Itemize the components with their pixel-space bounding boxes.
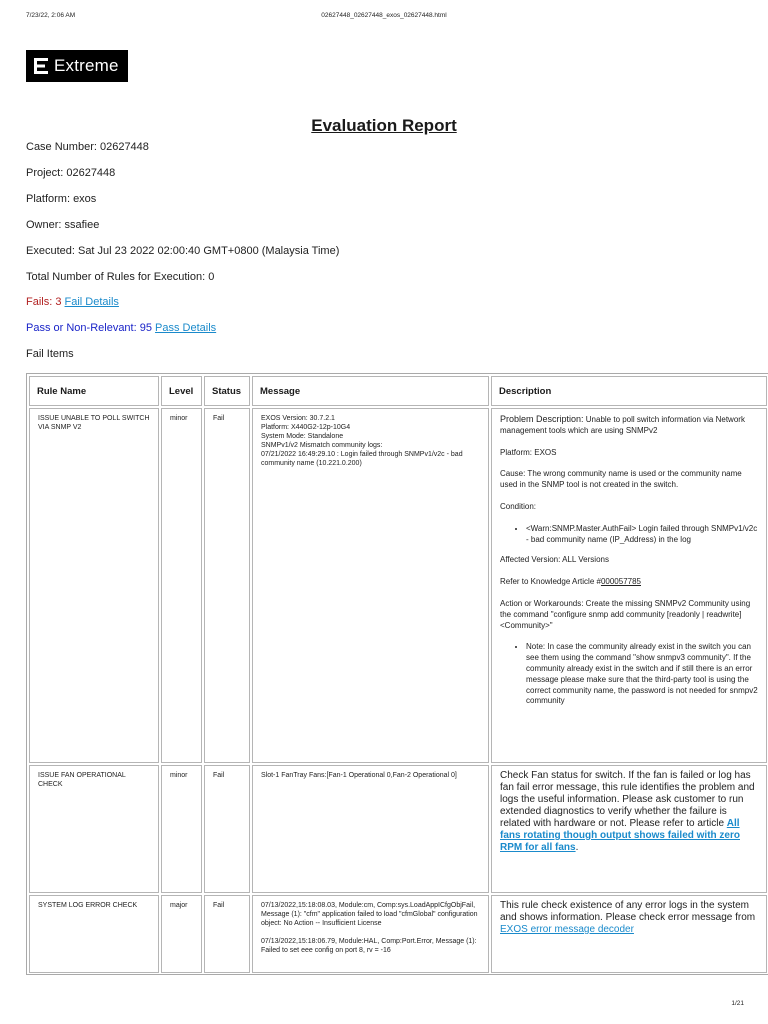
header-level: Level xyxy=(161,376,202,406)
message-line: 07/21/2022 16:49:29.10 : Login failed through SNMPv1/v2c - bad community name (10.221.0.200) xyxy=(261,451,463,468)
syslog-description-text: This rule check existence of any error logs in the system and shows information. Please check error message from xyxy=(500,900,756,923)
exos-error-decoder-link[interactable]: EXOS error message decoder xyxy=(500,924,634,935)
message-cell xyxy=(252,408,489,763)
fails-count: Fails: 3 xyxy=(26,296,62,308)
message-line: System Mode: Standalone xyxy=(261,433,344,441)
project: Project: 02627448 xyxy=(26,167,116,179)
pass-count: Pass or Non-Relevant: 95 xyxy=(26,322,152,334)
problem-text: Unable to poll switch information via Network management tools which are using SNMPv2 xyxy=(500,415,745,435)
desc-platform: Platform: EXOS xyxy=(500,447,557,457)
header-status: Status xyxy=(204,376,250,406)
case-number: Case Number: 02627448 xyxy=(26,141,149,153)
table-row xyxy=(29,765,767,893)
problem-label: Problem Description: xyxy=(500,414,584,424)
message-cell xyxy=(252,895,489,973)
rule-name-cell: SYSTEM LOG ERROR CHECK xyxy=(29,895,159,973)
status-cell: Fail xyxy=(204,895,250,973)
logo-text: Extreme xyxy=(54,56,119,75)
fan-description-suffix: . xyxy=(575,842,579,853)
desc-condition: Condition: xyxy=(500,501,537,511)
pass-summary xyxy=(26,322,216,334)
print-date: 7/23/22, 2:06 AM xyxy=(26,12,76,19)
level-cell: minor xyxy=(161,408,202,763)
status-cell: Fail xyxy=(204,765,250,893)
description-cell xyxy=(491,408,767,763)
print-document-title: 02627448_02627448_exos_02627448.html xyxy=(321,12,447,19)
status-cell: Fail xyxy=(204,408,250,763)
table-row xyxy=(29,408,767,763)
header-rule-name: Rule Name xyxy=(29,376,159,406)
message-line: Slot-1 FanTray Fans:[Fan-1 Operational 0,Fan-2 Operational 0] xyxy=(261,772,457,779)
message-line: 07/13/2022,15:18:06.79, Module:HAL, Comp:Port.Error, Message (1): Failed to set eee config on port 8, rv = -16 xyxy=(261,938,477,955)
header-description: Description xyxy=(491,376,767,406)
fails-summary xyxy=(26,296,119,308)
level-cell: minor xyxy=(161,765,202,893)
message-line: Platform: X440G2-12p-10G4 xyxy=(261,424,351,432)
fail-details-link[interactable]: Fail Details xyxy=(64,296,119,308)
fail-items-heading: Fail Items xyxy=(26,348,74,360)
extreme-logo xyxy=(26,50,128,82)
message-line: 07/13/2022,15:18:08.03, Module:cm, Comp:sys.LoadAppICfgObjFail, Message (1): "cfm" application failed to load "cfmGlobal" configuration object: No Action -- Insufficient License xyxy=(261,902,478,928)
fail-items-table xyxy=(26,373,768,975)
table-header-row xyxy=(29,376,767,406)
message-cell xyxy=(252,765,489,893)
message-line: SNMPv1/v2 Mismatch community logs: xyxy=(261,442,383,450)
desc-action: Action or Workarounds: Create the missing SNMPv2 Community using the command "configure snmp add community [readonly | readwrite] <Community>" xyxy=(500,598,751,630)
desc-cause: Cause: The wrong community name is used or the community name used in the SNMP tool is not created in the switch. xyxy=(500,469,742,490)
report-title: Evaluation Report xyxy=(311,116,457,135)
executed-timestamp: Executed: Sat Jul 23 2022 02:00:40 GMT+0800 (Malaysia Time) xyxy=(26,245,340,257)
kb-refer-text: Refer to Knowledge Article # xyxy=(500,577,601,587)
note-item: • Note: In case the community already exist in the switch you can see them using the command "show snmpv3 community". If the community already exist in the switch and if still there is an error message please make sure that the third-party tool is using the correct community name, the password is not needed for snmpv2 community xyxy=(526,642,758,707)
knowledge-article-link[interactable]: 000057785 xyxy=(600,577,641,587)
rule-name-cell: ISSUE FAN OPERATIONAL CHECK xyxy=(29,765,159,893)
fan-description-text: Check Fan status for switch. If the fan is failed or log has fan fail error message, this rule identifies the problem and logs the useful information. Please ask customer to run extended diagnostics to verify whether the failure is related with hardware or not. Please refer to article xyxy=(500,770,755,829)
condition-item: • <Warn:SNMP.Master.AuthFail> Login failed through SNMPv1/v2c - bad community name (IP_Address) in the log xyxy=(526,524,758,546)
platform: Platform: exos xyxy=(26,193,97,205)
desc-affected-version: Affected Version: ALL Versions xyxy=(500,555,609,565)
total-rules: Total Number of Rules for Execution: 0 xyxy=(26,271,215,283)
header-message: Message xyxy=(252,376,489,406)
rule-name-cell: ISSUE UNABLE TO POLL SWITCH VIA SNMP V2 xyxy=(29,408,159,763)
level-cell: major xyxy=(161,895,202,973)
fan-article-link[interactable]: All fans rotating though output shows failed with zero RPM for all fans xyxy=(500,818,740,853)
description-cell xyxy=(491,895,767,973)
message-line: EXOS Version: 30.7.2.1 xyxy=(261,415,335,422)
extreme-logo-icon xyxy=(32,57,50,75)
description-cell xyxy=(491,765,767,893)
table-row xyxy=(29,895,767,973)
owner: Owner: ssafiee xyxy=(26,219,100,231)
page-number: 1/21 xyxy=(731,1000,744,1007)
pass-details-link[interactable]: Pass Details xyxy=(155,322,217,334)
